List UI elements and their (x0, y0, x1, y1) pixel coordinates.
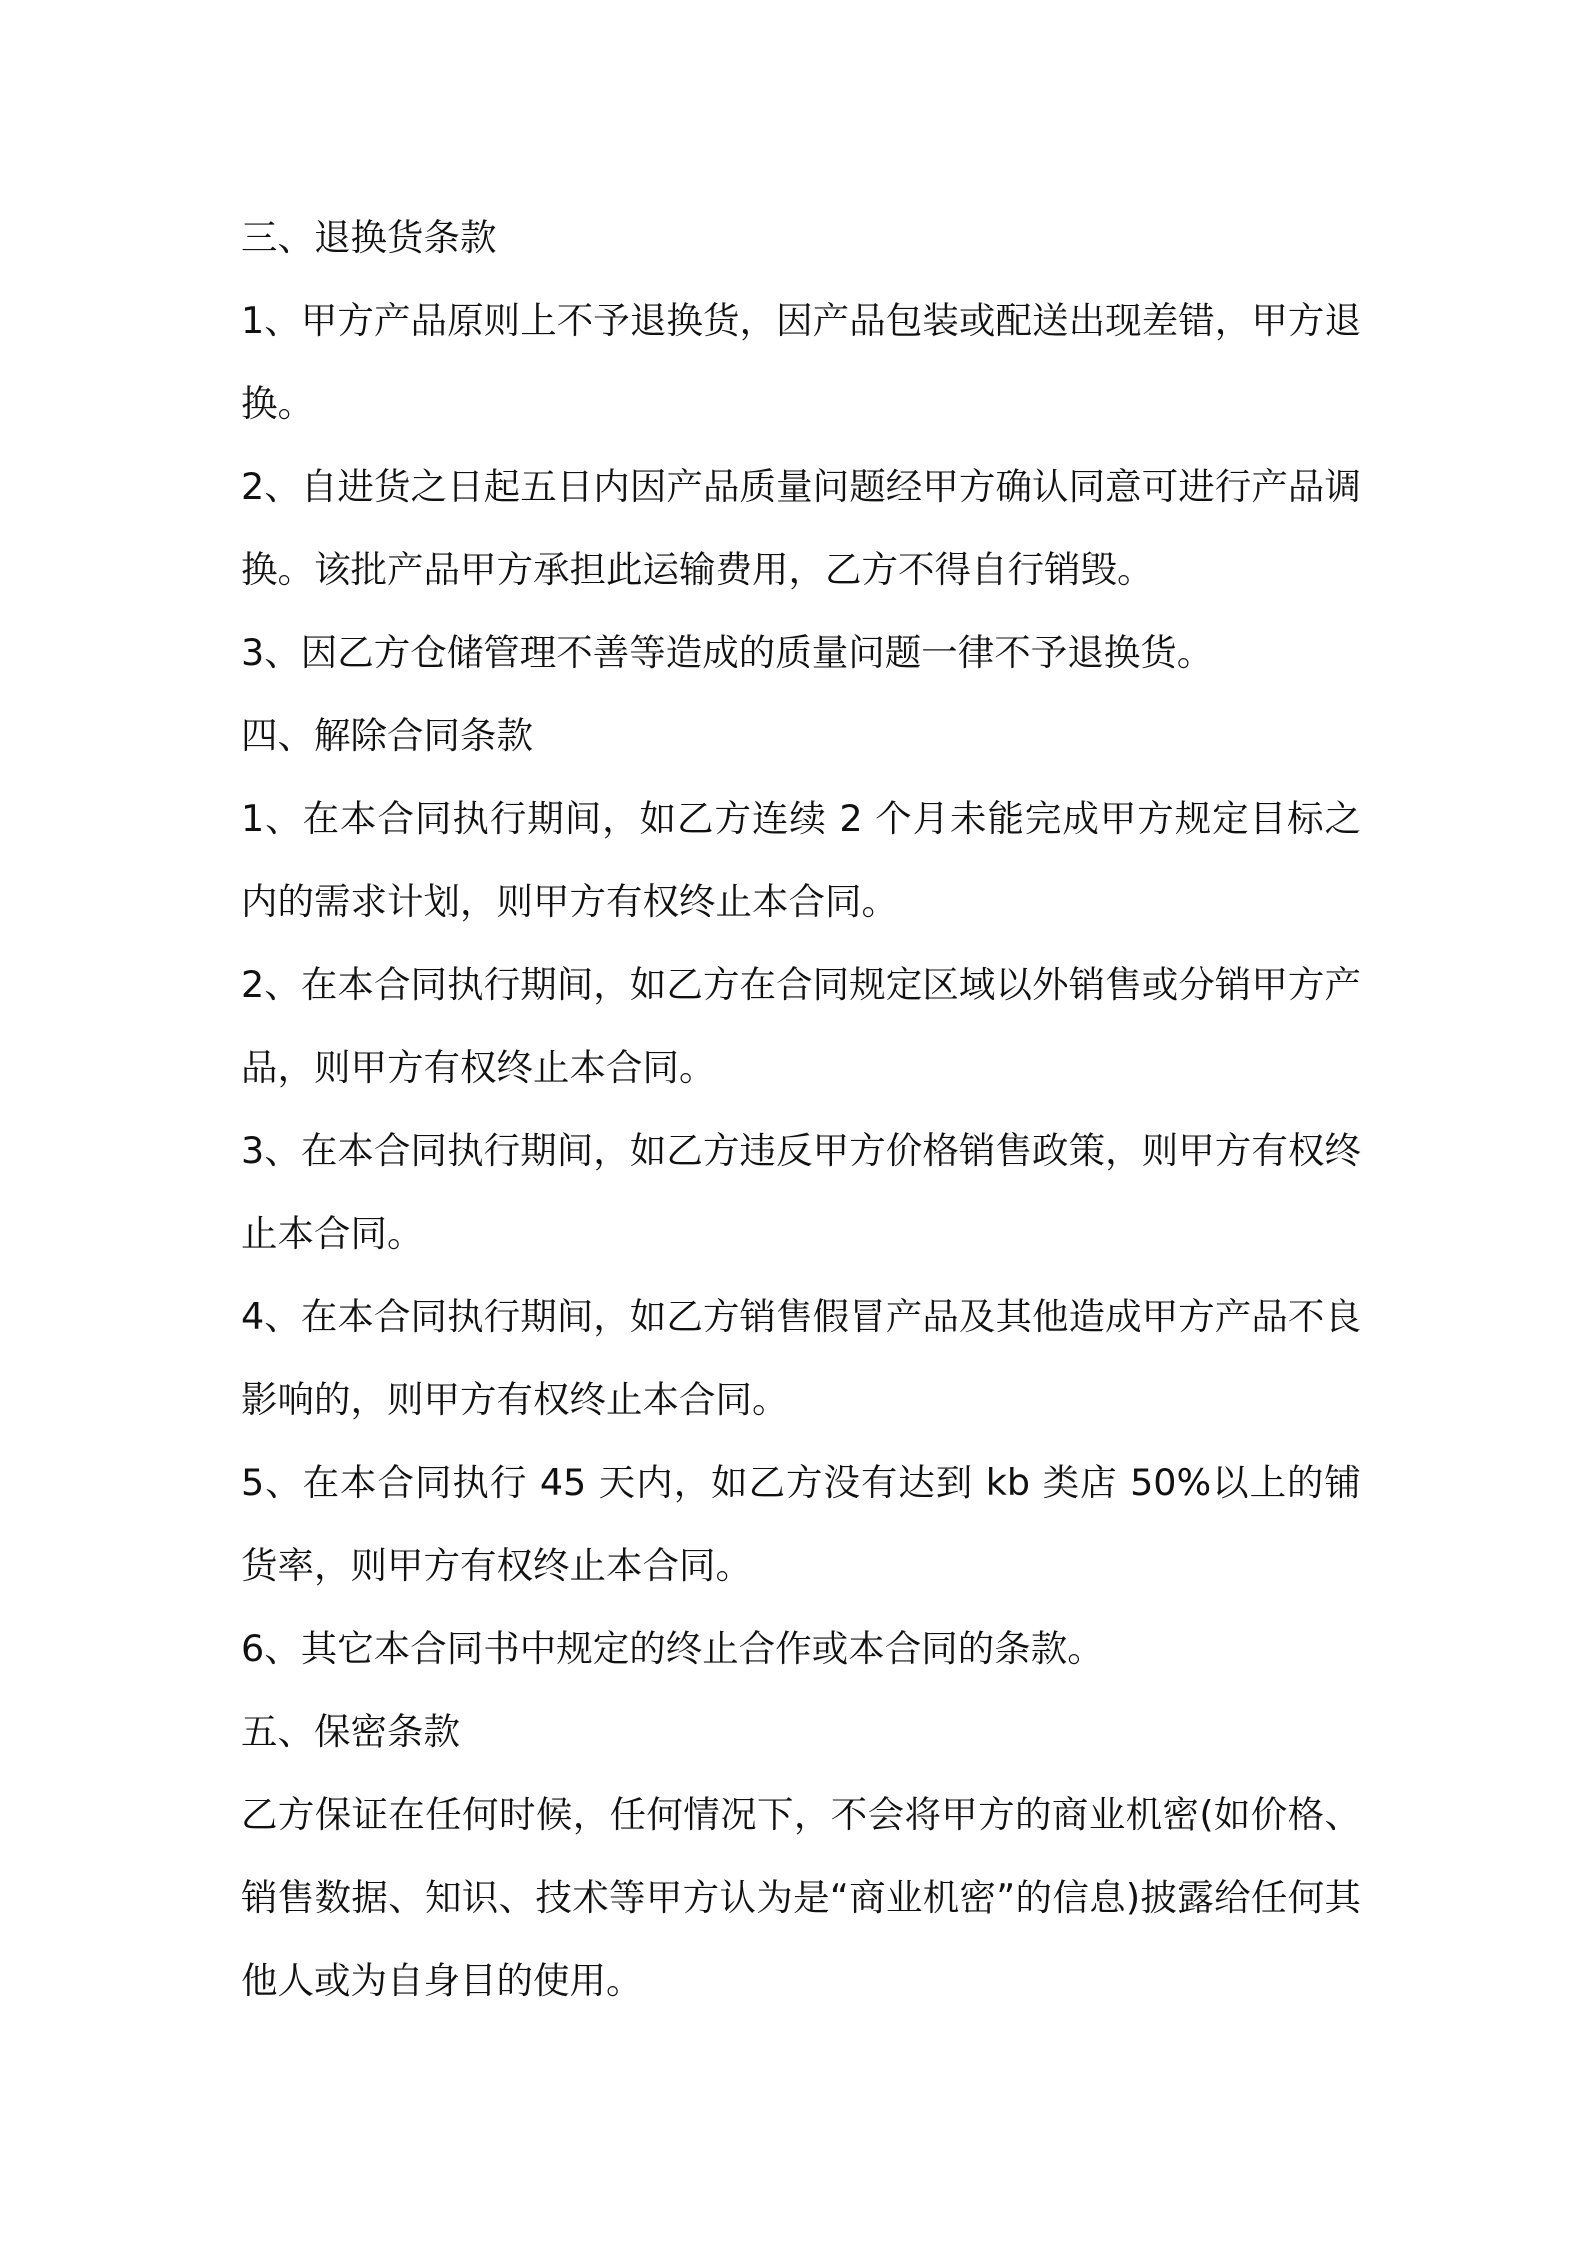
clause-confidentiality: 乙方保证在任何时候，任何情况下，不会将甲方的商业机密(如价格、销售数据、知识、技术等甲方认为是“商业机密”的信息)披露给任何其他人或为自身目的使用。 (241, 1793, 1361, 2002)
section-heading-termination: 四、解除合同条款 (241, 714, 533, 757)
section-heading-confidentiality: 五、保密条款 (241, 1710, 460, 1753)
clause-termination-1: 1、在本合同执行期间，如乙方连续 2 个月未能完成甲方规定目标之内的需求计划，则甲方有权终止本合同。 (241, 797, 1361, 923)
clause-termination-5: 5、在本合同执行 45 天内，如乙方没有达到 kb 类店 50%以上的铺货率，则甲方有权终止本合同。 (241, 1461, 1361, 1587)
clause-termination-4: 4、在本合同执行期间，如乙方销售假冒产品及其他造成甲方产品不良影响的，则甲方有权终止本合同。 (241, 1295, 1361, 1421)
clause-termination-2: 2、在本合同执行期间，如乙方在合同规定区域以外销售或分销甲方产品，则甲方有权终止本合同。 (241, 963, 1361, 1089)
clause-returns-3: 3、因乙方仓储管理不善等造成的质量问题一律不予退换货。 (241, 631, 1214, 674)
clause-termination-3: 3、在本合同执行期间，如乙方违反甲方价格销售政策，则甲方有权终止本合同。 (241, 1129, 1361, 1255)
clause-returns-2: 2、自进货之日起五日内因产品质量问题经甲方确认同意可进行产品调换。该批产品甲方承担此运输费用，乙方不得自行销毁。 (241, 465, 1361, 591)
section-heading-returns: 三、退换货条款 (241, 216, 497, 259)
clause-termination-6: 6、其它本合同书中规定的终止合作或本合同的条款。 (241, 1627, 1104, 1670)
document-page (241, 196, 1361, 2022)
clause-returns-1: 1、甲方产品原则上不予退换货，因产品包装或配送出现差错，甲方退换。 (241, 299, 1361, 425)
